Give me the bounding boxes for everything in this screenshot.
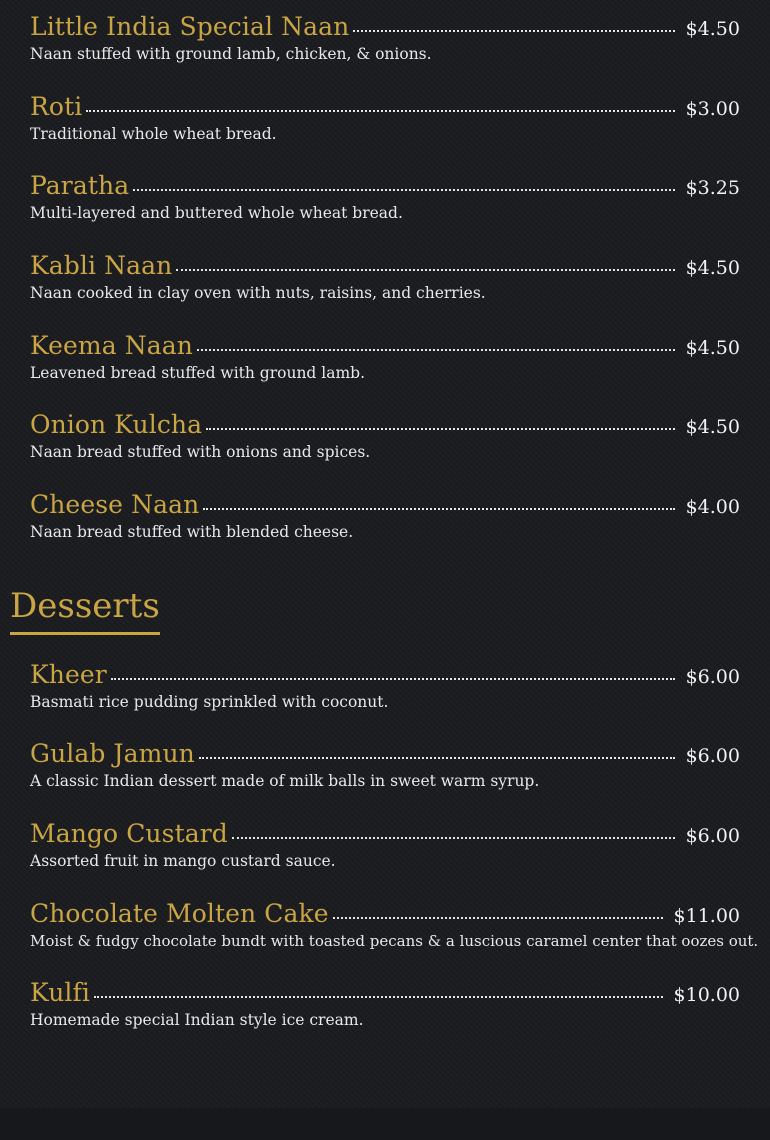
dotted-leader xyxy=(197,349,675,351)
menu-item xyxy=(30,737,740,792)
section-heading-desserts: Desserts xyxy=(10,585,160,635)
menu-item-description: Assorted fruit in mango custard sauce. xyxy=(30,852,336,870)
menu-item-row xyxy=(30,249,740,283)
menu-item-name: Roti xyxy=(30,92,83,121)
menu-item-row xyxy=(30,897,740,931)
menu-item-name: Paratha xyxy=(30,171,130,200)
menu-item-name: Little India Special Naan xyxy=(30,12,350,41)
menu-item xyxy=(30,658,740,713)
menu-item-description: Basmati rice pudding sprinkled with coconut. xyxy=(30,693,389,711)
menu-item-description: Traditional whole wheat bread. xyxy=(30,125,277,143)
dotted-leader xyxy=(133,189,674,191)
menu-item-price: $6.00 xyxy=(685,745,740,767)
menu-item-price: $3.25 xyxy=(685,177,740,199)
menu-item-description: Naan bread stuffed with blended cheese. xyxy=(30,523,354,541)
menu-item xyxy=(30,976,740,1031)
menu-item-row xyxy=(30,169,740,203)
dotted-leader xyxy=(353,30,674,32)
menu-item-price: $4.50 xyxy=(685,416,740,438)
menu-item xyxy=(30,817,740,872)
menu-item xyxy=(30,897,759,952)
menu-item-description: A classic Indian dessert made of milk balls in sweet warm syrup. xyxy=(30,772,540,790)
menu-item xyxy=(30,249,740,304)
menu-item-row xyxy=(30,329,740,363)
dotted-leader xyxy=(199,757,675,759)
menu-item xyxy=(30,90,740,145)
menu-item-row xyxy=(30,90,740,124)
menu-item-description: Moist & fudgy chocolate bundt with toasted pecans & a luscious caramel center that oozes out. xyxy=(30,932,759,950)
menu-item-name: Onion Kulcha xyxy=(30,410,203,439)
menu-item-name: Mango Custard xyxy=(30,819,228,848)
menu-item-row xyxy=(30,658,740,692)
dotted-leader xyxy=(94,996,663,998)
menu-item-name: Gulab Jamun xyxy=(30,739,195,768)
menu-item-description: Naan cooked in clay oven with nuts, raisins, and cherries. xyxy=(30,284,486,302)
menu-item-description: Naan bread stuffed with onions and spices. xyxy=(30,443,371,461)
menu-item-price: $4.50 xyxy=(685,18,740,40)
menu-item-description: Naan stuffed with ground lamb, chicken, & onions. xyxy=(30,45,432,63)
dotted-leader xyxy=(176,269,674,271)
menu-item-name: Kulfi xyxy=(30,978,90,1007)
menu-item-name: Cheese Naan xyxy=(30,490,200,519)
menu-item-price: $4.50 xyxy=(685,257,740,279)
menu-item xyxy=(30,408,740,463)
menu-item-row xyxy=(30,737,740,771)
menu-item-row xyxy=(30,817,740,851)
menu-item-price: $4.00 xyxy=(685,496,740,518)
dotted-leader xyxy=(206,428,674,430)
dotted-leader xyxy=(86,110,674,112)
menu-item-row xyxy=(30,976,740,1010)
menu-item-row xyxy=(30,408,740,442)
footer-bar xyxy=(0,1108,770,1140)
menu-item-description: Homemade special Indian style ice cream. xyxy=(30,1011,364,1029)
menu-item xyxy=(30,488,740,543)
dotted-leader xyxy=(111,678,675,680)
menu-item-description: Leavened bread stuffed with ground lamb. xyxy=(30,364,366,382)
menu-item xyxy=(30,329,740,384)
menu-item-row xyxy=(30,10,740,44)
menu-item-price: $6.00 xyxy=(685,825,740,847)
menu-item-price: $3.00 xyxy=(685,98,740,120)
menu-item xyxy=(30,169,740,224)
menu-item-price: $10.00 xyxy=(673,984,740,1006)
menu-item-description: Multi-layered and buttered whole wheat bread. xyxy=(30,204,403,222)
menu-item-row xyxy=(30,488,740,522)
dotted-leader xyxy=(333,917,663,919)
menu-item-name: Keema Naan xyxy=(30,331,193,360)
dotted-leader xyxy=(203,508,674,510)
menu-item-name: Chocolate Molten Cake xyxy=(30,899,329,928)
menu-item-price: $4.50 xyxy=(685,337,740,359)
dotted-leader xyxy=(232,837,675,839)
menu-item-price: $11.00 xyxy=(673,905,740,927)
menu-item-name: Kabli Naan xyxy=(30,251,173,280)
menu-item xyxy=(30,10,740,65)
menu-item-name: Kheer xyxy=(30,660,107,689)
menu-item-price: $6.00 xyxy=(685,666,740,688)
